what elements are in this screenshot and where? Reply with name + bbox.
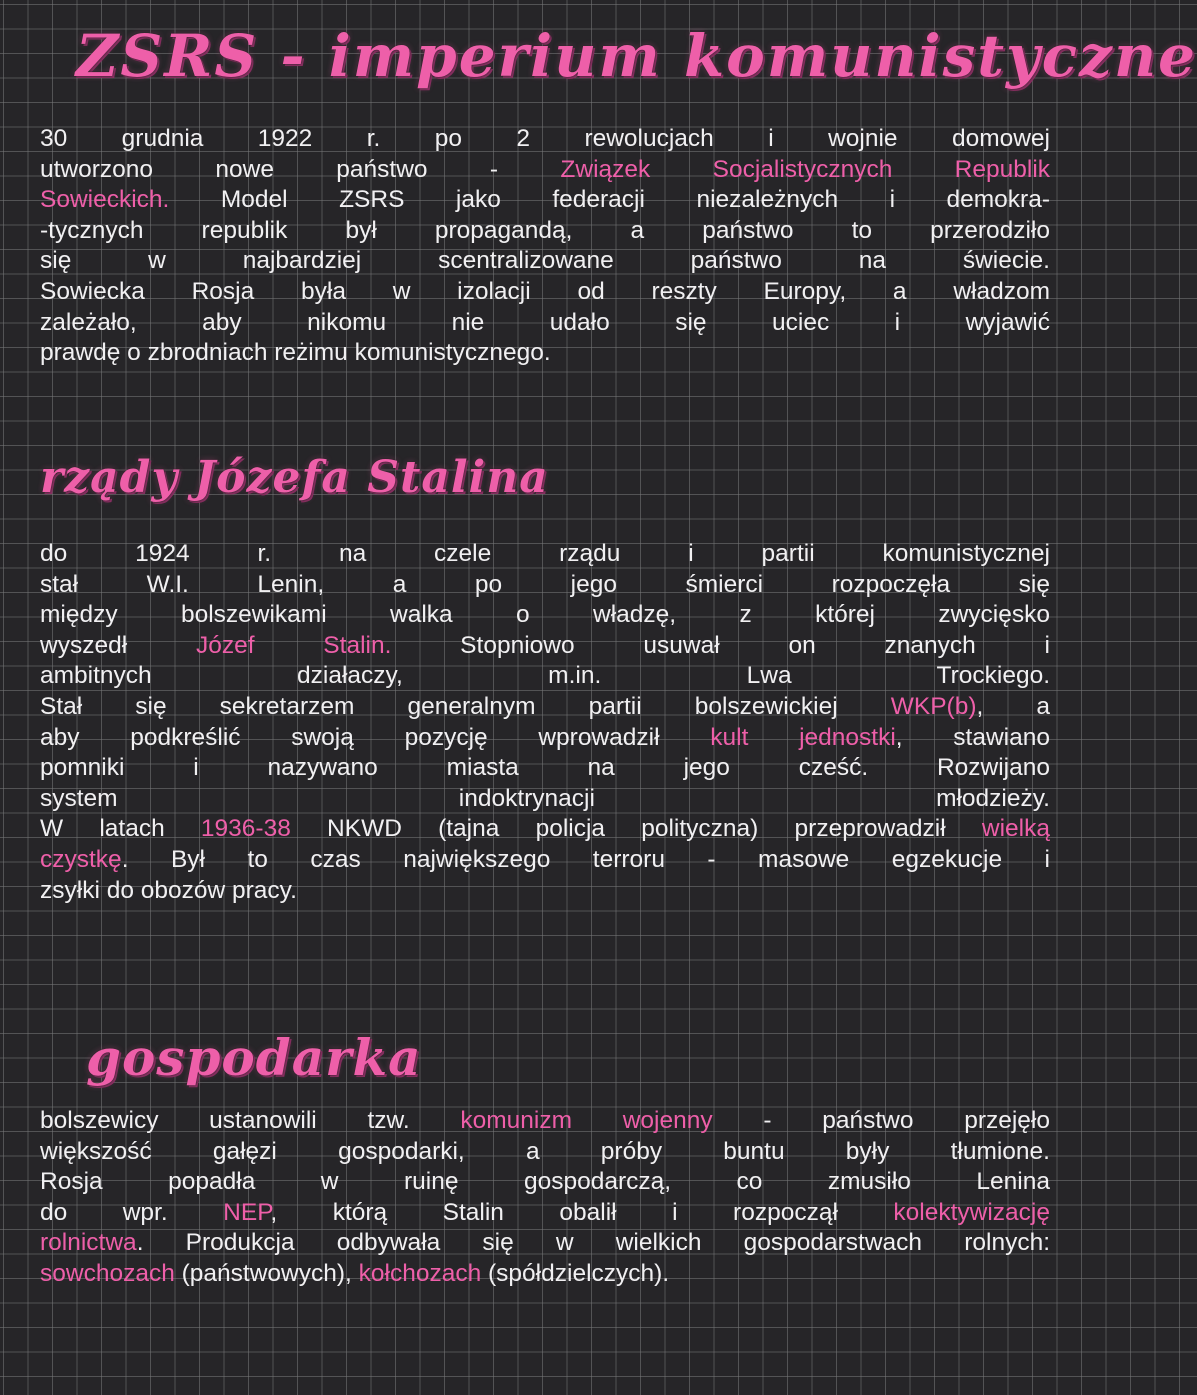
text-segment: się w najbardziej scentralizowane państwo na świecie. — [40, 247, 1050, 275]
text-segment: , a — [976, 692, 1050, 720]
highlighted-term: Sowieckich. — [40, 186, 170, 214]
text-segment: Sowiecka Rosja była w izolacji od reszty Europy, a władzom — [40, 277, 1050, 305]
section-economy-text — [40, 1106, 1050, 1290]
page-title: ZSRS - imperium komunistyczne — [76, 22, 1197, 90]
text-segment: Stał się sekretarzem generalnym partii bolszewickiej — [40, 692, 891, 720]
text-line — [40, 539, 1050, 570]
text-segment: bolszewicy ustanowili tzw. — [40, 1107, 461, 1134]
text-segment: stał W.I. Lenin, a po jego śmierci rozpoczęła się — [40, 570, 1050, 598]
text-segment: Stopniowo usuwał on znanych i — [391, 631, 1050, 659]
highlighted-term: kołchozach — [358, 1259, 482, 1287]
text-segment: NKWD (tajna policja polityczna) przeprowadził — [290, 815, 982, 843]
text-line — [40, 1259, 1050, 1290]
text-line — [40, 845, 1050, 876]
section-stalin-text — [40, 539, 1050, 906]
text-segment: , którą Stalin obalił i rozpoczął — [270, 1198, 894, 1226]
text-line — [40, 692, 1050, 723]
text-line — [40, 1198, 1050, 1229]
text-line — [40, 600, 1050, 631]
text-line — [40, 277, 1050, 308]
text-line — [40, 1106, 1050, 1137]
text-line — [40, 1137, 1050, 1168]
highlighted-term: Józef Stalin. — [195, 631, 392, 659]
highlighted-term: WKP(b) — [890, 692, 977, 720]
text-line — [40, 876, 1050, 907]
text-line — [40, 723, 1050, 754]
text-segment: zależało, aby nikomu nie udało się uciec i wyjawić — [40, 308, 1050, 336]
section-heading-stalin: rządy Józefa Stalina — [40, 452, 549, 503]
highlighted-term: 1936-38 — [200, 815, 291, 843]
text-segment: W latach — [40, 815, 201, 843]
text-segment: 30 grudnia 1922 r. po 2 rewolucjach i wojnie domowej — [40, 125, 1050, 152]
highlighted-term: kolektywizację — [893, 1198, 1050, 1226]
text-segment: - państwo przejęło — [712, 1107, 1050, 1134]
text-line — [40, 308, 1050, 339]
text-segment: między bolszewikami walka o władzę, z której zwycięsko — [40, 601, 1050, 629]
text-segment: zsyłki do obozów pracy. — [40, 876, 297, 904]
text-line — [40, 155, 1050, 186]
text-line — [40, 185, 1050, 216]
text-line — [40, 216, 1050, 247]
highlighted-term: kult jednostki — [710, 723, 896, 751]
text-segment: aby podkreślić swoją pozycję wprowadził — [40, 723, 711, 751]
highlighted-term: komunizm wojenny — [460, 1107, 713, 1134]
text-segment: (państwowych), — [174, 1259, 359, 1287]
highlighted-term: sowchozach — [40, 1259, 175, 1287]
highlighted-term: rolnictwa — [40, 1229, 137, 1257]
text-segment: system indoktrynacji młodzieży. — [40, 784, 1050, 812]
text-line — [40, 570, 1050, 601]
text-segment: (spółdzielczych). — [481, 1259, 670, 1287]
highlighted-term: Związek Socjalistycznych Republik — [560, 155, 1051, 183]
highlighted-term: czystkę — [40, 845, 122, 873]
text-segment: do wpr. — [40, 1198, 224, 1226]
text-segment: większość gałęzi gospodarki, a próby buntu były tłumione. — [40, 1137, 1050, 1165]
highlighted-term: wielką — [981, 815, 1050, 843]
text-segment: pomniki i nazywano miasta na jego cześć. Rozwijano — [40, 754, 1050, 782]
text-segment: . Produkcja odbywała się w wielkich gospodarstwach rolnych: — [136, 1229, 1050, 1257]
text-segment: utworzono nowe państwo - — [40, 155, 561, 183]
text-line — [40, 124, 1050, 155]
text-segment: prawdę o zbrodniach reżimu komunistycznego. — [40, 339, 551, 367]
text-line — [40, 784, 1050, 815]
text-line — [40, 1167, 1050, 1198]
text-line — [40, 338, 1050, 369]
text-line — [40, 814, 1050, 845]
text-line — [40, 246, 1050, 277]
text-segment: Rosja popadła w ruinę gospodarczą, co zmusiło Lenina — [40, 1168, 1050, 1196]
text-line — [40, 661, 1050, 692]
text-segment: . Był to czas największego terroru - masowe egzekucje i — [121, 845, 1050, 873]
text-segment: wyszedł — [40, 631, 196, 659]
section-heading-economy: gospodarka — [86, 1028, 422, 1087]
text-segment: -tycznych republik był propagandą, a państwo to przerodziło — [40, 216, 1050, 244]
text-segment: , stawiano — [895, 723, 1050, 751]
text-segment: do 1924 r. na czele rządu i partii komunistycznej — [40, 540, 1050, 567]
text-line — [40, 753, 1050, 784]
text-line — [40, 631, 1050, 662]
text-line — [40, 1228, 1050, 1259]
text-segment: ambitnych działaczy, m.in. Lwa Trockiego. — [40, 662, 1050, 690]
section-intro-text — [40, 124, 1050, 369]
highlighted-term: NEP — [223, 1198, 271, 1226]
text-segment: Model ZSRS jako federacji niezależnych i demokra- — [169, 186, 1050, 214]
